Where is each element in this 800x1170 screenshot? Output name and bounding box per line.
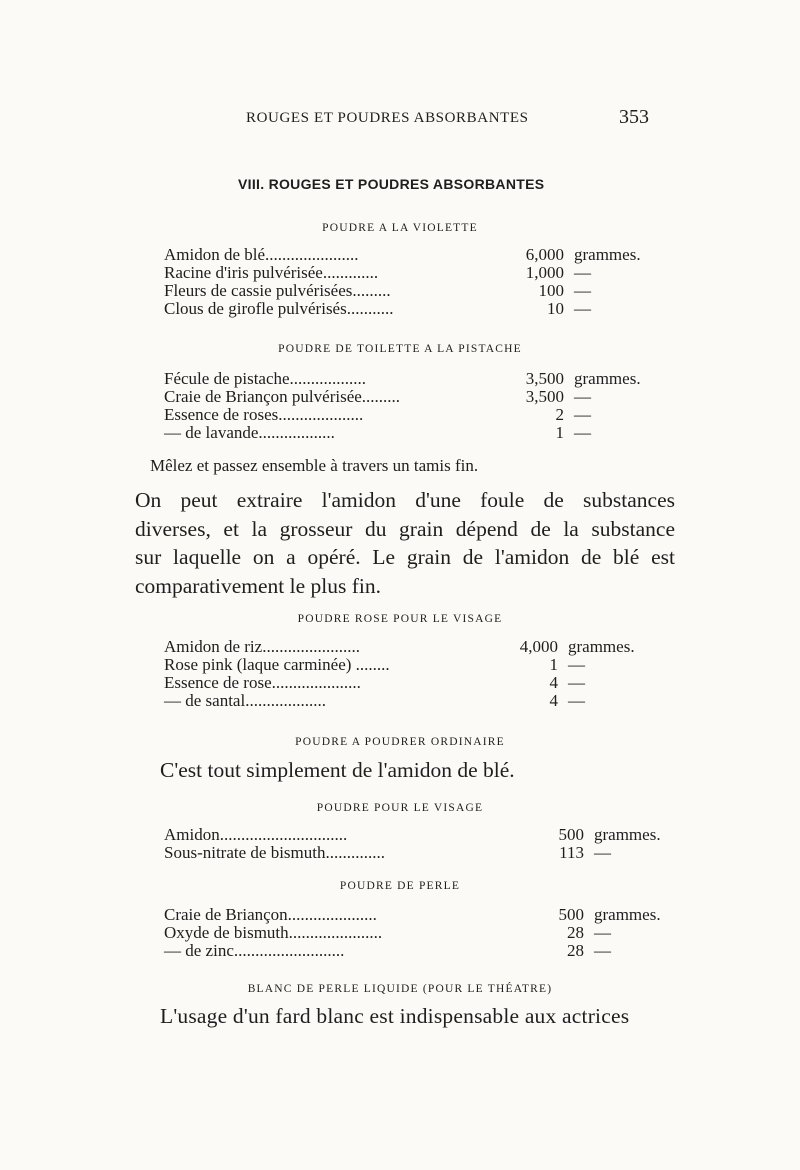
paragraph-final: L'usage d'un fard blanc est indispensable aux actrices bbox=[160, 1004, 630, 1028]
recipe-row bbox=[164, 406, 634, 424]
unit: — bbox=[574, 405, 591, 424]
quantity: 6,000 bbox=[525, 245, 564, 264]
chapter-title: VIII. ROUGES ET POUDRES ABSORBANTES bbox=[238, 176, 545, 192]
ingredient: Fleurs de cassie pulvérisées......... bbox=[164, 281, 391, 300]
paragraph-ordinaire: C'est tout simplement de l'amidon de blé. bbox=[160, 758, 515, 782]
quantity: 4,000 bbox=[519, 637, 558, 656]
unit: — bbox=[594, 843, 611, 862]
ingredient: — de lavande.................. bbox=[164, 423, 335, 442]
recipe-row bbox=[164, 656, 634, 674]
recipe-row bbox=[164, 638, 634, 656]
unit: — bbox=[574, 387, 591, 406]
quantity: 3,500 bbox=[525, 369, 564, 388]
quantity: 28 bbox=[567, 941, 584, 960]
unit: — bbox=[568, 673, 585, 692]
quantity: 2 bbox=[555, 405, 564, 424]
recipe-row bbox=[164, 264, 634, 282]
unit: — bbox=[574, 423, 591, 442]
paragraph-line: sur laquelle on a opéré. Le grain de l'amidon de blé est bbox=[135, 545, 675, 569]
ingredient: Craie de Briançon..................... bbox=[164, 905, 377, 924]
ingredient: — de zinc.......................... bbox=[164, 941, 345, 960]
ingredient: Amidon de riz....................... bbox=[164, 637, 360, 656]
recipe-row bbox=[164, 674, 634, 692]
ingredient: Essence de roses.................... bbox=[164, 405, 364, 424]
recipe-title-pistache: POUDRE DE TOILETTE A LA PISTACHE bbox=[278, 343, 522, 355]
recipe-title-perle: POUDRE DE PERLE bbox=[339, 880, 461, 892]
unit: — bbox=[568, 691, 585, 710]
recipe-row bbox=[164, 424, 634, 442]
unit: — bbox=[574, 281, 591, 300]
ingredient: Fécule de pistache.................. bbox=[164, 369, 367, 388]
recipe-row bbox=[164, 905, 661, 924]
quantity: 500 bbox=[558, 825, 584, 844]
recipe-title-ordinaire: POUDRE A POUDRER ORDINAIRE bbox=[295, 736, 505, 748]
unit: grammes. bbox=[594, 905, 661, 924]
recipe-title-violette: POUDRE A LA VIOLETTE bbox=[322, 222, 478, 234]
recipe-violette bbox=[164, 245, 641, 318]
recipe-row bbox=[164, 245, 641, 264]
quantity: 500 bbox=[558, 905, 584, 924]
recipe-visage bbox=[164, 825, 661, 862]
ingredient: Oxyde de bismuth...................... bbox=[164, 923, 383, 942]
paragraph-line: comparativement le plus fin. bbox=[135, 573, 381, 598]
recipe-row bbox=[164, 388, 634, 406]
recipe-row bbox=[164, 300, 634, 318]
unit: — bbox=[594, 941, 611, 960]
recipe-rose bbox=[164, 638, 634, 710]
recipe-title-rose: POUDRE ROSE POUR LE VISAGE bbox=[297, 613, 503, 625]
unit: grammes. bbox=[574, 245, 641, 264]
recipe-row bbox=[164, 825, 661, 844]
quantity: 113 bbox=[559, 843, 584, 862]
quantity: 3,500 bbox=[525, 387, 564, 406]
recipe-row bbox=[164, 692, 634, 710]
paragraph-amidon bbox=[135, 486, 675, 600]
recipe-row bbox=[164, 369, 641, 388]
page-number: 353 bbox=[619, 106, 649, 128]
unit: — bbox=[568, 655, 585, 674]
recipe-row bbox=[164, 844, 634, 862]
quantity: 4 bbox=[549, 691, 558, 710]
recipe-row bbox=[164, 942, 634, 960]
ingredient: — de santal................... bbox=[164, 691, 326, 710]
ingredient: Amidon de blé...................... bbox=[164, 245, 359, 264]
paragraph-line: diverses, et la grosseur du grain dépend de la substance bbox=[135, 516, 675, 541]
unit: grammes. bbox=[574, 369, 641, 388]
running-title: ROUGES ET POUDRES ABSORBANTES bbox=[246, 110, 529, 126]
quantity: 1 bbox=[549, 655, 558, 674]
ingredient: Racine d'iris pulvérisée............. bbox=[164, 263, 379, 282]
unit: grammes. bbox=[594, 825, 661, 844]
ingredient: Clous de girofle pulvérisés........... bbox=[164, 299, 394, 318]
recipe-row bbox=[164, 924, 634, 942]
ingredient: Amidon.............................. bbox=[164, 825, 348, 844]
recipe-row bbox=[164, 282, 634, 300]
ingredient: Rose pink (laque carminée) ........ bbox=[164, 655, 390, 674]
unit: — bbox=[574, 299, 591, 318]
quantity: 1 bbox=[555, 423, 564, 442]
paragraph-line: On peut extraire l'amidon d'une foule de substances bbox=[135, 488, 675, 512]
recipe-pistache bbox=[164, 369, 641, 442]
unit: — bbox=[574, 263, 591, 282]
recipe-title-blanc: BLANC DE PERLE LIQUIDE (POUR LE THÉATRE) bbox=[247, 983, 553, 995]
unit: — bbox=[594, 923, 611, 942]
ingredient: Craie de Briançon pulvérisée......... bbox=[164, 387, 401, 406]
quantity: 100 bbox=[538, 281, 564, 300]
recipe-note: Mêlez et passez ensemble à travers un tamis fin. bbox=[150, 456, 479, 475]
recipe-perle bbox=[164, 905, 661, 960]
ingredient: Sous-nitrate de bismuth.............. bbox=[164, 843, 385, 862]
quantity: 4 bbox=[549, 673, 558, 692]
ingredient: Essence de rose..................... bbox=[164, 673, 361, 692]
unit: grammes. bbox=[568, 637, 635, 656]
recipe-title-visage: POUDRE POUR LE VISAGE bbox=[316, 802, 484, 814]
quantity: 28 bbox=[567, 923, 584, 942]
quantity: 1,000 bbox=[525, 263, 564, 282]
quantity: 10 bbox=[547, 299, 564, 318]
